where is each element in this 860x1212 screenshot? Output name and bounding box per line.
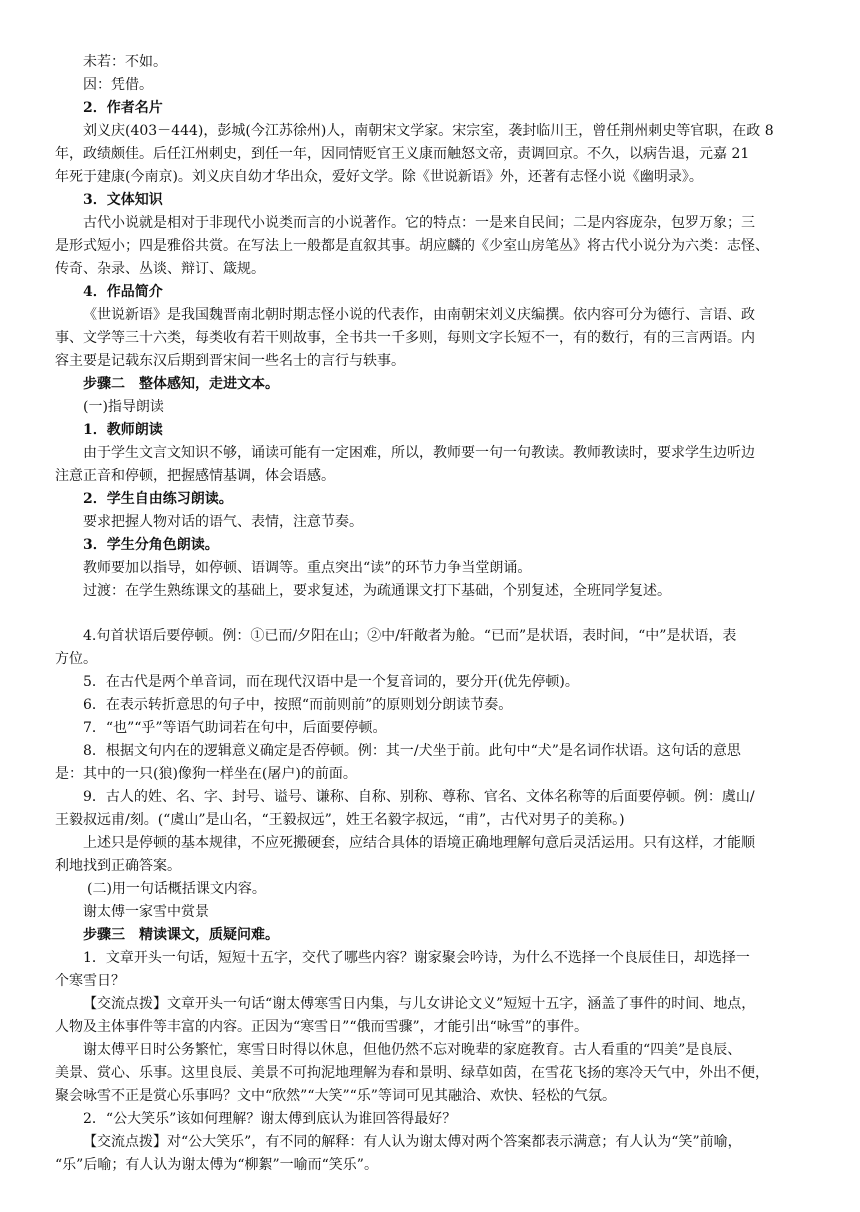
text-line: 因：凭借。 (83, 77, 153, 93)
text-line: 是形式短小；四是雅俗共赏。在写法上一般都是直叙其事。胡应麟的《少室山房笔丛》将古代小说分为六类：志怪、 (55, 238, 769, 254)
text-line: 7．“也”“乎”等语气助词若在句中，后面要停顿。 (83, 720, 387, 736)
section-heading: 2．学生自由练习朗读。 (83, 491, 233, 507)
text-line: 2．“公大笑乐”该如何理解？谢太傅到底认为谁回答得最好？ (83, 1111, 457, 1127)
text-line: 5．在古代是两个单音词，而在现代汉语中是一个复音词的，要分开(优先停顿)。 (83, 674, 579, 690)
text-line: 容主要是记载东汉后期到晋宋间一些名士的言行与轶事。 (55, 353, 405, 369)
text-line: 是：其中的一只(狼)像狗一样坐在(屠户)的前面。 (55, 766, 357, 782)
text-line: 要求把握人物对话的语气、表情，注意节奏。 (83, 514, 363, 530)
text-line: 4.句首状语后要停顿。例：①已而/夕阳在山；②中/轩敞者为舱。“已而”是状语，表时间，“中”是状语，表 (83, 628, 737, 644)
text-line: 过渡：在学生熟练课文的基础上，要求复述，为疏通课文打下基础，个别复述，全班同学复述。 (83, 583, 671, 599)
section-heading: 3．学生分角色朗读。 (83, 537, 219, 553)
text-line: 8．根据文句内在的逻辑意义确定是否停顿。例：其一/犬坐于前。此句中“犬”是名词作状语。这句话的意思 (83, 743, 741, 759)
text-line: 上述只是停顿的基本规律，不应死搬硬套，应结合具体的语境正确地理解句意后灵活运用。只有这样，才能顺 (83, 835, 755, 851)
section-heading: 1．教师朗读 (83, 422, 163, 438)
text-line: 年死于建康(今南京)。刘义庆自幼才华出众，爱好文学。除《世说新语》外，还著有志怪小说《幽明录》。 (55, 169, 703, 185)
text-line: 王毅叔远甫/刻。(“虞山”是山名，“王毅叔远”，姓王名毅字叔远，“甫”，古代对男子的美称。) (55, 812, 625, 828)
text-line: 方位。 (55, 651, 97, 667)
text-line: 古代小说就是相对于非现代小说类而言的小说著作。它的特点：一是来自民间；二是内容庞杂，包罗万象；三 (83, 215, 755, 231)
text-line: 刘义庆(403－444)，彭城(今江苏徐州)人，南朝宋文学家。宋宗室，袭封临川王，曾任荆州刺史等官职，在政 8 (83, 123, 774, 139)
text-line: 注意正音和停顿，把握感情基调，体会语感。 (55, 468, 335, 484)
text-line: 9．古人的姓、名、字、封号、谥号、谦称、自称、别称、尊称、官名、文体名称等的后面要停顿。例：虞山/ (83, 789, 755, 805)
section-heading: 3．文体知识 (83, 192, 163, 208)
text-line: 【交流点拨】文章开头一句话“谢太傅寒雪日内集，与儿女讲论文义”短短十五字，涵盖了事件的时间、地点， (83, 996, 756, 1012)
text-line: 谢太傅一家雪中赏景 (83, 904, 209, 920)
text-line: 谢太傅平日时公务繁忙，寒雪日时得以休息，但他仍然不忘对晚辈的家庭教育。古人看重的“四美”是良辰、 (83, 1042, 742, 1058)
text-line: 人物及主体事件等丰富的内容。正因为“寒雪日”“俄而雪骤”，才能引出“咏雪”的事件。 (55, 1019, 588, 1035)
text-line: 传奇、杂录、丛谈、辩订、箴规。 (55, 261, 265, 277)
text-line: (二)用一句话概括课文内容。 (87, 881, 266, 897)
text-line: 利地找到正确答案。 (55, 858, 181, 874)
section-heading: 4．作品简介 (83, 284, 163, 300)
text-line: 由于学生文言文知识不够，诵读可能有一定困难，所以，教师要一句一句教读。教师教读时，要求学生边听边 (83, 445, 755, 461)
text-line: 1．文章开头一句话，短短十五字，交代了哪些内容？谢家聚会吟诗，为什么不选择一个良辰佳日，却选择一 (83, 950, 750, 966)
text-line: “乐”后喻；有人认为谢太傅为“柳絮”一喻而“笑乐”。 (55, 1157, 378, 1173)
text-line: 事、文学等三十六类，每类收有若干则故事，全书共一千多则，每则文字长短不一，有的数行，有的三言两语。内 (55, 330, 755, 346)
text-line: 个寒雪日？ (55, 973, 125, 989)
text-line: (一)指导朗读 (83, 399, 164, 415)
text-line: 6．在表示转折意思的句子中，按照“而前则前”的原则划分朗读节奏。 (83, 697, 513, 713)
text-line: 年，政绩颇佳。后任江州刺史，到任一年，因同情贬官王义康而触怒文帝，责调回京。不久，以病告退，元嘉 21 (55, 146, 750, 162)
step-heading: 步骤三 精读课文，质疑问难。 (83, 927, 279, 943)
section-heading: 2．作者名片 (83, 100, 163, 116)
step-heading: 步骤二 整体感知，走进文本。 (83, 376, 279, 392)
text-line: 【交流点拨】对“公大笑乐”，有不同的解释：有人认为谢太傅对两个答案都表示满意；有人认为“笑”前喻， (83, 1134, 742, 1150)
text-line: 《世说新语》是我国魏晋南北朝时期志怪小说的代表作，由南朝宋刘义庆编撰。依内容可分为德行、言语、政 (83, 307, 755, 323)
text-line: 美景、赏心、乐事。这里良辰、美景不可拘泥地理解为春和景明、绿草如茵，在雪花飞扬的寒冷天气中，外出不便， (55, 1065, 769, 1081)
text-line: 教师要加以指导，如停顿、语调等。重点突出“读”的环节力争当堂朗诵。 (83, 560, 532, 576)
text-line: 未若：不如。 (83, 54, 167, 70)
text-line: 聚会咏雪不正是赏心乐事吗？文中“欣然”“大笑”“乐”等词可见其融洽、欢快、轻松的气氛。 (55, 1088, 616, 1104)
